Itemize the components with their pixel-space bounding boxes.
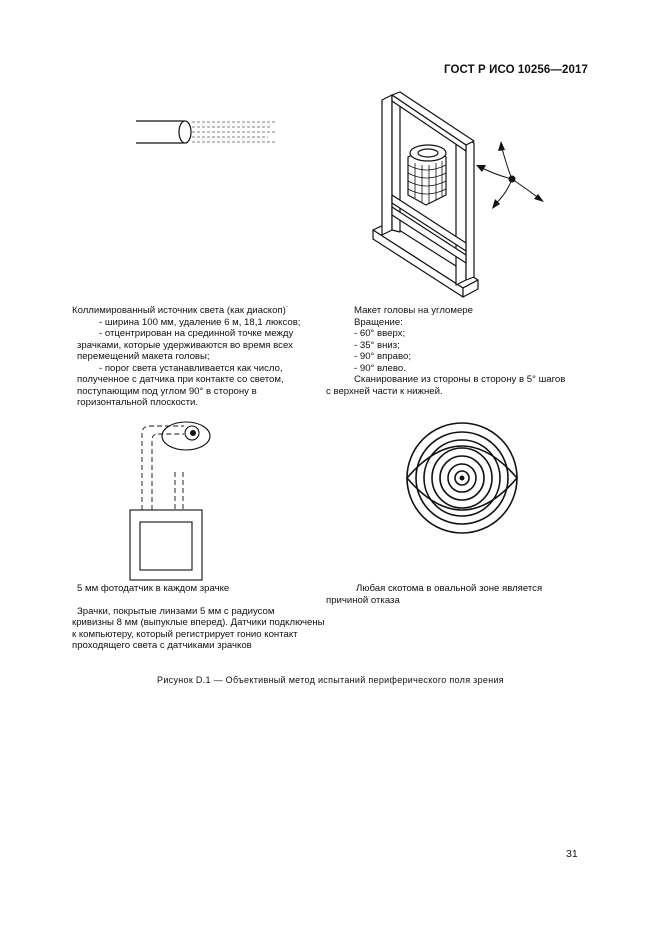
text-line: к компьютеру, который регистрирует гонио контакт [72,628,298,640]
text-line: 5 мм фотодатчик в каждом зрачке [77,583,230,594]
text-line: зрачками, которые удерживаются во время всех [77,339,293,351]
text-line: поступающим под углом 90° в сторону в [77,385,257,397]
text-line: - 90° влево. [354,362,406,374]
text-line: - 90° вправо; [354,351,411,362]
collimated-source-description [72,305,300,409]
page-number: 31 [566,848,578,860]
text-line: Коллимированный источник света (как диаскоп)˙ [72,305,290,316]
photosensor-computer-drawing [120,412,230,582]
text-line: причиной отказа [326,594,400,606]
document-header: ГОСТ Р ИСО 10256—2017 [443,64,588,76]
scotoma-description [326,583,542,606]
text-line: кривизны 8 мм (выпуклые вперед). Датчики подключены [72,617,325,628]
text-line: Сканирование из стороны в сторону в 5° шагов [354,374,566,385]
collimated-light-tube-drawing [130,110,290,155]
text-line: горизонтальной плоскости. [77,397,199,408]
text-line: - ширина 100 мм, удаление 6 м, 18,1 люксов; [99,316,301,328]
text-line: полученное с датчика при контакте со светом, [77,374,284,385]
figure-caption: Рисунок D.1 — Объективный метод испытаний периферического поля зрения [157,675,504,685]
text-line: Макет головы на угломере [354,305,473,316]
text-line: с верхней части к нижней. [326,385,443,397]
text-line: Зрачки, покрытые линзами 5 мм с радиусом [77,605,275,617]
text-line: - 35° вниз; [354,339,400,351]
scotoma-oval-target-drawing [402,420,524,542]
photosensor-description [72,583,325,652]
text-line: - порог света устанавливается как число, [99,362,283,374]
head-model-description [326,305,565,397]
text-line: Вращение: [354,316,403,328]
text-line: - отцентрирован на срединной точке между [99,328,294,339]
text-line: - 60° вверх; [354,328,406,339]
text-line: перемещений макета головы; [77,351,210,362]
text-line: Любая скотома в овальной зоне является [356,583,543,594]
text-line: проходящего света с датчиками зрачков [72,640,252,651]
head-model-goniometer-drawing [368,95,578,300]
